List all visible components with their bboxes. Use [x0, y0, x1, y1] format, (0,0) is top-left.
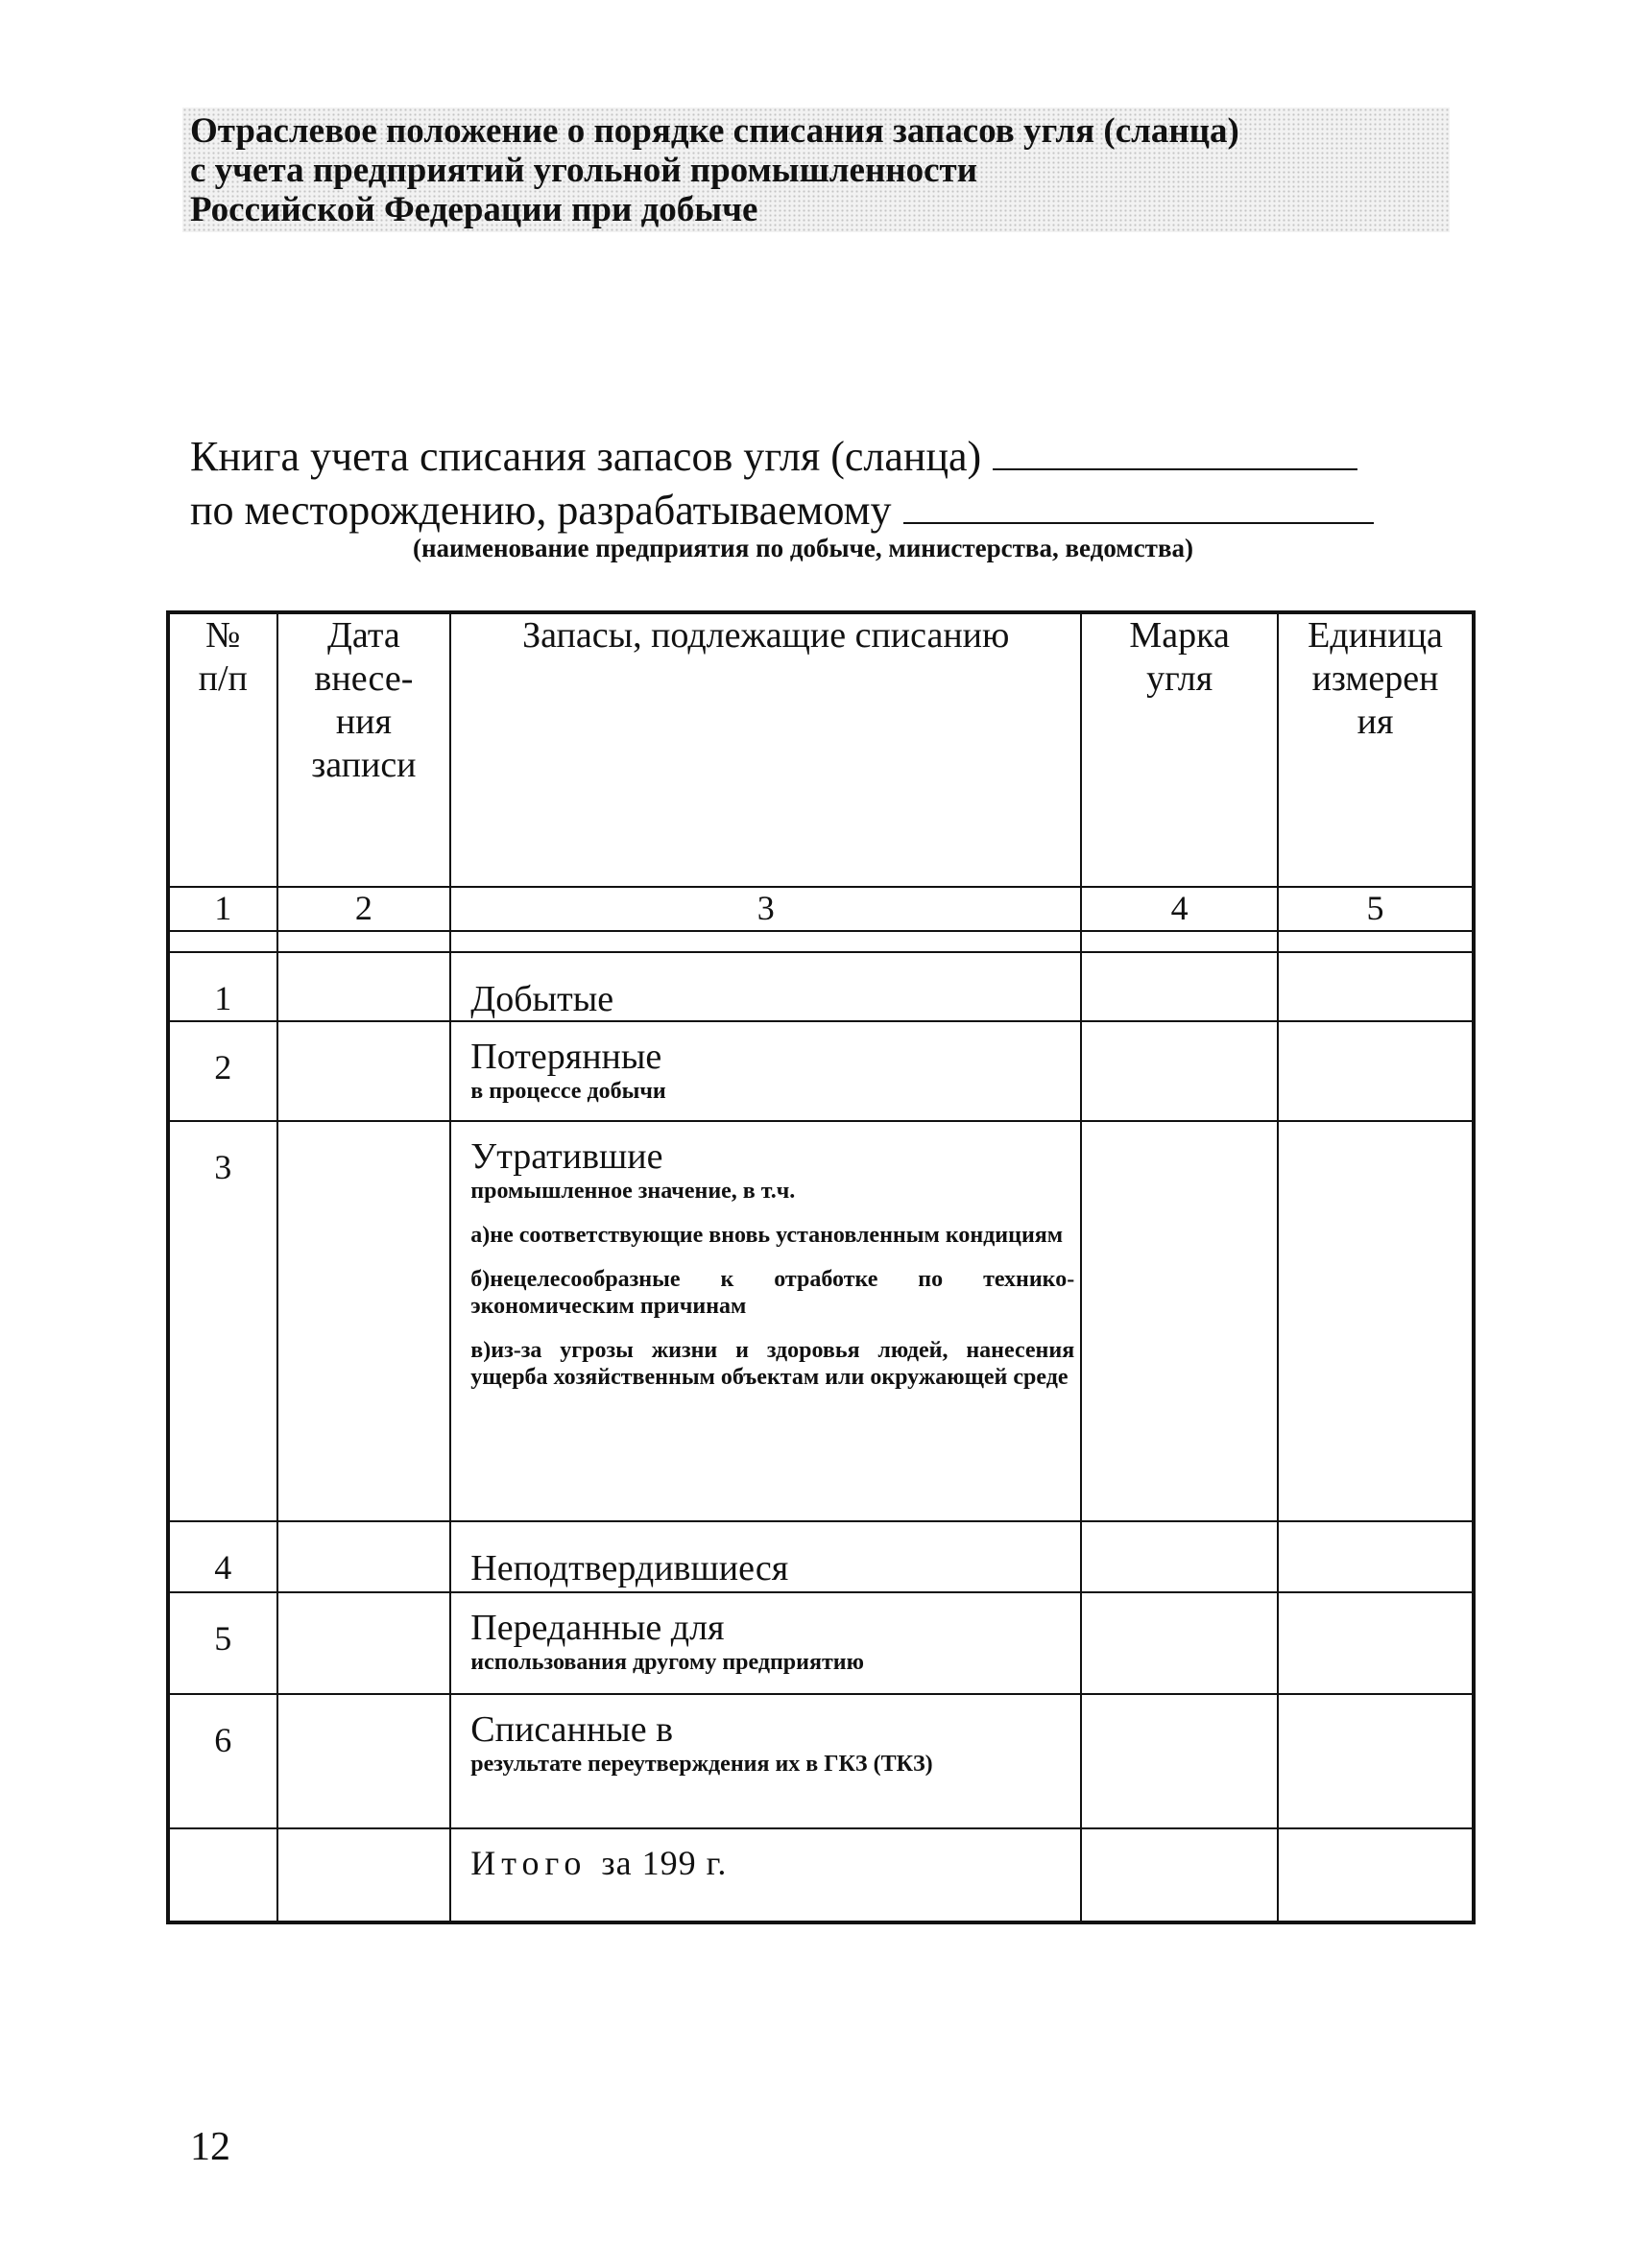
table-row [168, 1521, 1474, 1592]
fill-line [993, 430, 1357, 470]
date-cell[interactable] [277, 1021, 451, 1121]
column-number: 5 [1278, 887, 1474, 931]
unit-cell[interactable] [1278, 952, 1474, 1021]
table-row [168, 1021, 1474, 1121]
reserves-cell [450, 1021, 1081, 1121]
document-header [190, 111, 1239, 229]
reserves-cell [450, 1592, 1081, 1694]
row-number: 5 [168, 1592, 277, 1694]
unit-cell[interactable] [1278, 1521, 1474, 1592]
page-number: 12 [190, 2125, 230, 2169]
row-number: 6 [168, 1694, 277, 1828]
table-row [168, 1121, 1474, 1521]
fill-line [903, 484, 1374, 524]
spacer-row [168, 931, 1474, 952]
reserves-cell [450, 1121, 1081, 1521]
grade-cell[interactable] [1081, 1021, 1278, 1121]
grade-cell[interactable] [1081, 952, 1278, 1021]
unit-cell[interactable] [1278, 1021, 1474, 1121]
sub-item-b: б)нецелесообразные к отработке по технико-экономическим причинам [470, 1267, 1075, 1319]
grade-cell[interactable] [1081, 1121, 1278, 1521]
title-line-1: Книга учета списания запасов угля (сланца) [190, 433, 982, 480]
column-number-row [168, 887, 1474, 931]
row-number: 1 [168, 952, 277, 1021]
row-subtitle: промышленное значение, в т.ч. [470, 1179, 796, 1204]
header-line: с учета предприятий угольной промышленности [190, 151, 978, 190]
row-title: Утратившие [470, 1136, 663, 1177]
column-number: 3 [450, 887, 1081, 931]
unit-cell[interactable] [1278, 1121, 1474, 1521]
unit-cell[interactable] [1278, 1828, 1474, 1922]
row-number: 3 [168, 1121, 277, 1521]
title-caption: (наименование предприятия по добыче, министерства, ведомства) [413, 534, 1194, 562]
date-cell[interactable] [277, 1121, 451, 1521]
total-label-cell [450, 1828, 1081, 1922]
header-date: Дата внесе- ния записи [277, 612, 451, 887]
header-reserves: Запасы, подлежащие списанию [450, 612, 1081, 887]
unit-cell[interactable] [1278, 1592, 1474, 1694]
row-title: Переданные для [470, 1608, 725, 1648]
header-coal-grade: Марка угля [1081, 612, 1278, 887]
table-header-row [168, 612, 1474, 887]
table-row [168, 952, 1474, 1021]
row-number: 2 [168, 1021, 277, 1121]
unit-cell[interactable] [1278, 1694, 1474, 1828]
row-title: Добытые [470, 979, 614, 1019]
header-unit: Единица измерен ия [1278, 612, 1474, 887]
total-row [168, 1828, 1474, 1922]
date-cell[interactable] [277, 1828, 451, 1922]
table-row [168, 1694, 1474, 1828]
row-title: Потерянные [470, 1037, 662, 1077]
title-line-2: по месторождению, разрабатываемому [190, 487, 892, 534]
row-number [168, 1828, 277, 1922]
date-cell[interactable] [277, 952, 451, 1021]
grade-cell[interactable] [1081, 1592, 1278, 1694]
total-label: Итого [470, 1844, 588, 1882]
row-number: 4 [168, 1521, 277, 1592]
sub-item-c: в)из-за угрозы жизни и здоровья людей, нанесения ущерба хозяйственным объектам или окружающей среде [470, 1338, 1075, 1390]
date-cell[interactable] [277, 1592, 451, 1694]
sub-item-a: а)не соответствующие вновь установленным кондициям [470, 1223, 1064, 1248]
reserves-cell [450, 1694, 1081, 1828]
row-subtitle: в процессе добычи [470, 1079, 666, 1104]
row-subtitle: использования другому предприятию [470, 1650, 864, 1675]
reserves-cell [450, 1521, 1081, 1592]
header-number: № п/п [168, 612, 277, 887]
row-subtitle: результате переутверждения их в ГКЗ (ТКЗ) [470, 1752, 933, 1777]
reserves-cell [450, 952, 1081, 1021]
row-title: Списанные в [470, 1709, 674, 1750]
book-title [190, 430, 1374, 537]
header-line: Отраслевое положение о порядке списания запасов угля (сланца) [190, 111, 1239, 151]
date-cell[interactable] [277, 1521, 451, 1592]
column-number: 4 [1081, 887, 1278, 931]
column-number: 1 [168, 887, 277, 931]
grade-cell[interactable] [1081, 1828, 1278, 1922]
grade-cell[interactable] [1081, 1694, 1278, 1828]
table-row [168, 1592, 1474, 1694]
header-line: Российской Федерации при добыче [190, 190, 758, 229]
column-number: 2 [277, 887, 451, 931]
date-cell[interactable] [277, 1694, 451, 1828]
row-title: Неподтвердившиеся [470, 1548, 789, 1588]
total-year: за 199 г. [601, 1844, 728, 1882]
grade-cell[interactable] [1081, 1521, 1278, 1592]
write-off-table [166, 610, 1476, 1924]
